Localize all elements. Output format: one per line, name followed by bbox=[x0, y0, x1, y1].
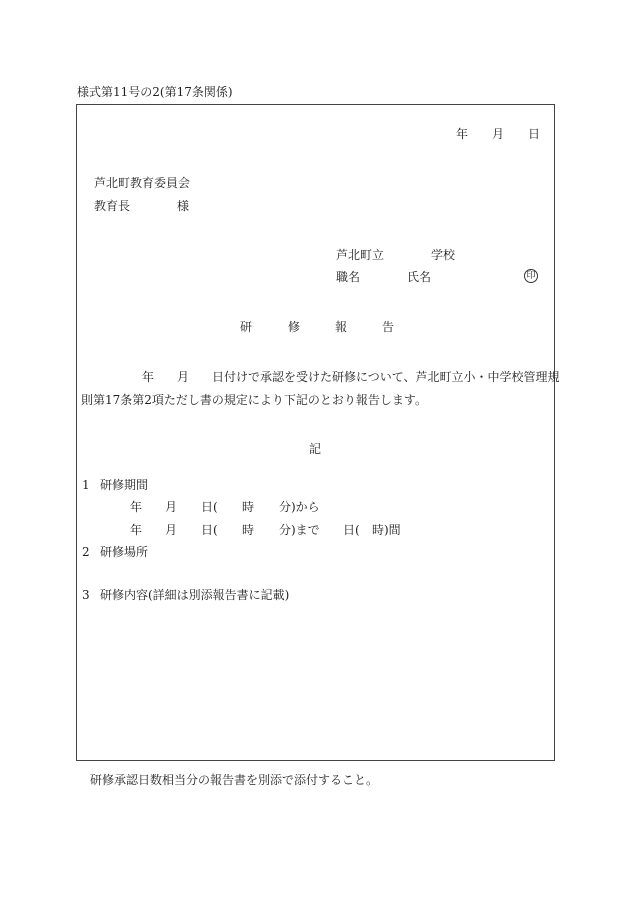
footnote: 研修承認日数相当分の報告書を別添で添付すること。 bbox=[90, 773, 379, 787]
item-label: 研修内容(詳細は別添報告書に記載) bbox=[100, 588, 290, 602]
period-from-day: 日( bbox=[201, 500, 218, 514]
body-line2: 則第17条第2項ただし書の規定により下記のとおり報告します。 bbox=[81, 393, 427, 407]
item-number: 2 bbox=[82, 545, 90, 559]
addressee-honorific: 様 bbox=[177, 199, 190, 213]
addressee-title: 教育長 bbox=[94, 199, 131, 213]
period-from-minute: 分)から bbox=[279, 500, 320, 514]
body-year-label: 年 bbox=[142, 370, 155, 384]
item-number: 3 bbox=[82, 588, 90, 602]
sender-school-prefix: 芦北町立 bbox=[336, 248, 385, 262]
sender-school-suffix: 学校 bbox=[431, 248, 456, 262]
title-char: 告 bbox=[382, 320, 395, 334]
sender-name-label: 氏名 bbox=[407, 270, 432, 284]
period-from-month: 月 bbox=[165, 500, 178, 514]
period-to-hour: 時 bbox=[242, 523, 255, 537]
period-to-minute: 分)まで bbox=[279, 523, 320, 537]
date-year-label: 年 bbox=[456, 127, 469, 141]
period-total-days: 日( bbox=[343, 523, 360, 537]
item-label: 研修場所 bbox=[100, 545, 149, 559]
ki-heading: 記 bbox=[309, 442, 322, 456]
period-to-day: 日( bbox=[201, 523, 218, 537]
title-char: 修 bbox=[288, 320, 301, 334]
item-number: 1 bbox=[82, 478, 90, 492]
form-frame bbox=[76, 104, 555, 761]
date-month-label: 月 bbox=[492, 127, 505, 141]
body-line1: 日付けで承認を受けた研修について、芦北町立小・中学校管理規 bbox=[212, 370, 560, 384]
period-total-hours: 時)間 bbox=[372, 523, 401, 537]
title-char: 報 bbox=[335, 320, 348, 334]
date-day-label: 日 bbox=[528, 127, 541, 141]
sender-position-label: 職名 bbox=[336, 270, 361, 284]
body-month-label: 月 bbox=[177, 370, 190, 384]
seal-mark: 印 bbox=[524, 269, 538, 283]
period-to-year: 年 bbox=[130, 523, 143, 537]
form-number: 様式第11号の2(第17条関係) bbox=[77, 85, 233, 99]
period-from-year: 年 bbox=[130, 500, 143, 514]
addressee-organization: 芦北町教育委員会 bbox=[94, 176, 191, 190]
period-to-month: 月 bbox=[165, 523, 178, 537]
title-char: 研 bbox=[240, 320, 253, 334]
item-label: 研修期間 bbox=[100, 478, 149, 492]
period-from-hour: 時 bbox=[242, 500, 255, 514]
